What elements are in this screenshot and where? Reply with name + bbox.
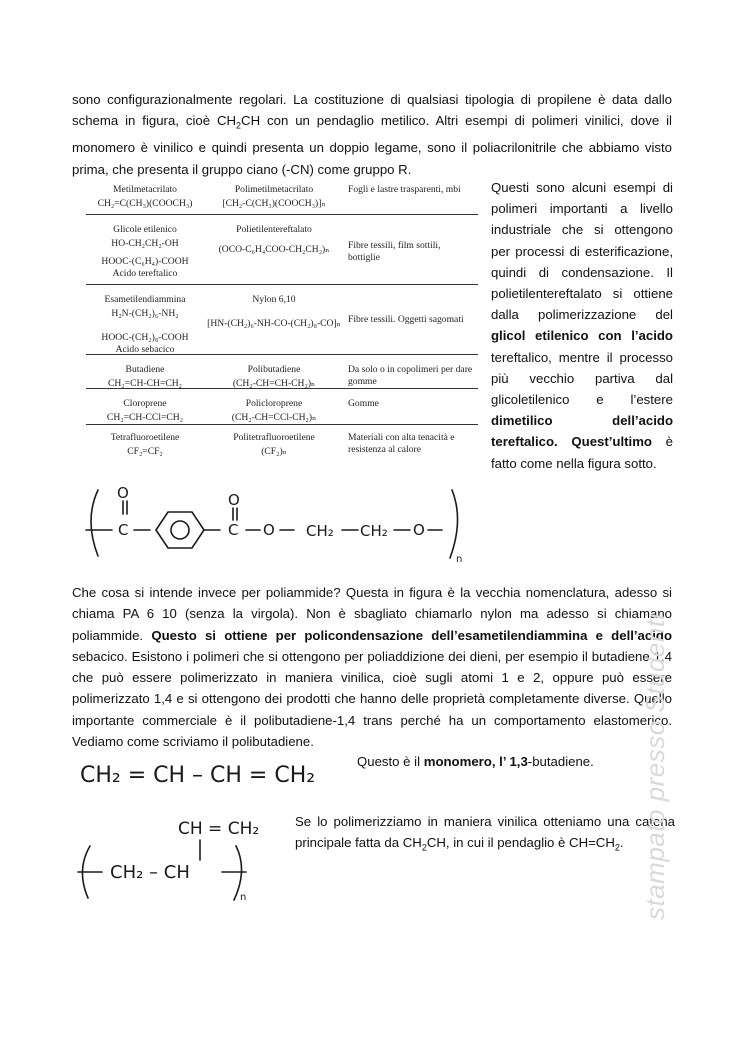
pet-oxygen-2: O	[228, 491, 240, 509]
table-cell-use: Fogli e lastre trasparenti, mbi	[348, 184, 461, 195]
vinyl_note-run: 2	[614, 842, 620, 853]
table-cell-polymer: Polimetilmetacrilato	[234, 184, 314, 195]
table-cell-use: Fibre tessili, film sottili, bottiglie	[348, 240, 441, 263]
table-cell-polymer: Policloroprene	[245, 398, 303, 409]
table-cell-use: Fibre tessili. Oggetti sagomati	[348, 314, 464, 325]
pet-oxygen-3: O	[263, 521, 275, 539]
vinyl_note-run: .	[619, 835, 624, 850]
side_text-run: Questi sono alcuni esempi di polimeri importanti a livello industriale che si ottengono per processi di esterificazione, quindi di condensazione. Il polietilentereftalato si ottiene dalla polimerizzazione del	[491, 180, 673, 323]
table-cell-polymer: Polietilentereftalato	[236, 224, 312, 235]
table-cell-monomer2-name: Acido sebacico	[115, 344, 175, 355]
paragraph2-run: sebacico. Esistono i polimeri che si ottengono per poliaddizione dei dieni, per esempio il butadiene 1,4 che può essere polimerizzato in maniera vinilica, cioè sugli atomi 1 e 2, oppure può essere polimerizzato 1,4 e si ottengono dei prodotti che hanno delle proprietà completamente diverse. Quello importante commerciale è il polibutadiene-1,4 trans perché ha un comportamento elastomerico. Vediamo come scriviamo il polibutadiene.	[72, 648, 672, 750]
table-cell-monomer: Metilmetacrilato	[113, 184, 177, 195]
vinyl_note-run: CH, in cui il pendaglio è CH=CH	[426, 835, 615, 850]
butadiene-formula	[80, 752, 340, 796]
table-cell-polymer: Nylon 6,10	[252, 294, 296, 305]
vinyl-subscript-n: n	[240, 892, 247, 903]
table-cell-monomer-formula: CH₂=CH-CH=CH₂	[107, 378, 182, 389]
table-cell-use: Gomme	[348, 398, 379, 409]
pet-ch2-2: CH₂	[360, 522, 388, 540]
table-cell-monomer-formula: CH₂=C(CH₃)(COOCH₃)	[97, 198, 193, 209]
side_text-run: glicol etilenico con l’acido	[491, 328, 673, 344]
paragraph-1	[72, 89, 672, 180]
monomer_note-run: Questo è il	[357, 754, 424, 769]
table-cell-polymer: Politetrafluoroetilene	[233, 432, 315, 443]
watermark: stampato presso Studenti	[640, 613, 670, 920]
vinyl-note	[295, 811, 675, 859]
table-cell-monomer-formula: CH₂=CH-CCl=CH₂	[106, 412, 184, 423]
monomer_note-run: monomero, l’ 1,3	[423, 754, 528, 769]
paragraph2-run: Che cosa si intende invece per poliammide? Questa in figura è la vecchia nomenclatura, adesso si chiama PA 6 10 (senza la virgola). Non è sbagliato chiamarlo nylon ma adesso si chiamano poliammide.	[72, 585, 672, 643]
table-divider	[86, 284, 478, 285]
side-paragraph	[491, 177, 673, 474]
paragraph1-run: 2	[236, 120, 242, 131]
side_text-run: è fatto come nella figura sotto.	[491, 434, 674, 471]
pet-formula	[80, 478, 480, 568]
table-cell-polymer-formula: [CH₂-C(CH₃)(COOCH₃)]ₙ	[222, 198, 326, 209]
table-cell-monomer2-name: Acido tereftalico	[112, 268, 178, 279]
table-cell-use: Da solo o in copolimeri per dare gomme	[348, 364, 473, 387]
polymer-table	[86, 178, 478, 468]
table-cell-monomer: Butadiene	[125, 364, 165, 375]
table-cell-monomer: Cloroprene	[123, 398, 167, 409]
table-cell-use: Materiali con alta tenacità e resistenza al calore	[348, 432, 455, 455]
side_text-run: tereftalico, mentre il processo più vecchio partiva dal glicoletilenico e l’estere	[491, 349, 673, 408]
butadiene-formula-text: CH₂ = CH – CH = CH₂	[80, 763, 316, 788]
paragraph1-run: CH con un pendaglio metilico. Altri esempi di polimeri vinilici, dove il monomero è vinilico e quindi presenta un doppio legame, sono il poliacrilonitrile che abbiamo visto prima, che presenta il gruppo ciano (-CN) come gruppo R.	[72, 113, 672, 177]
table-cell-polymer-formula: (CH₂-CH=CH-CH₂)ₙ	[232, 378, 316, 389]
table-cell-monomer: Tetrafluoroetilene	[110, 432, 180, 443]
pet-oxygen-4: O	[413, 521, 425, 539]
table-cell-polymer: Polibutadiene	[247, 364, 301, 375]
vinyl_note-run: 2	[421, 842, 427, 853]
monomer-note	[357, 751, 677, 772]
side_text-run: dimetilico dell’acido tereftalico. Quest’ultimo	[491, 413, 673, 450]
vinyl-polybutadiene-formula	[76, 812, 276, 904]
pet-subscript-n: n	[456, 554, 463, 565]
table-cell-monomer-formula: HO-CH₂CH₂-OH	[111, 238, 179, 249]
paragraph1-run: sono configurazionalmente regolari. La costituzione di qualsiasi tipologia di propilene è data dallo schema in figura, cioè CH	[72, 92, 672, 129]
vinyl-pendant-text: CH = CH₂	[178, 819, 260, 839]
table-cell-monomer-formula: CF₂=CF₂	[127, 446, 163, 457]
vinyl-chain-text: CH₂ – CH	[110, 862, 190, 883]
table-cell-monomer2: HOOC-(C₆H₄)-COOH	[101, 256, 189, 267]
paragraph-2	[72, 582, 672, 752]
table-cell-monomer: Glicole etilenico	[113, 224, 177, 235]
paragraph2-run: Questo si ottiene per policondensazione dell’esametilendiammina e dell’acido	[151, 627, 673, 643]
pet-carbon-2: C	[228, 521, 239, 539]
table-cell-monomer: Esametilendiammina	[104, 294, 186, 305]
vinyl_note-run: Se lo polimerizziamo in maniera vinilica otteniamo una catena principale fatta da CH	[295, 814, 675, 850]
table-cell-polymer-formula: (OCO-C₆H₄COO-CH₂CH₂)ₙ	[218, 244, 330, 255]
table-cell-polymer-formula: (CH₂-CH=CCl-CH₂)ₙ	[231, 412, 317, 423]
table-cell-monomer-formula: H₂N-(CH₂)₆-NH₂	[111, 308, 179, 319]
monomer_note-run: -butadiene.	[527, 754, 594, 769]
table-cell-polymer-formula: (CF₂)ₙ	[261, 446, 287, 457]
table-cell-monomer2: HOOC-(CH₂)₈-COOH	[101, 332, 189, 343]
pet-oxygen-1: O	[117, 484, 129, 502]
table-divider	[86, 214, 478, 215]
table-cell-polymer-formula: [HN-(CH₂)₆-NH-CO-(CH₂)₈-CO]ₙ	[207, 318, 341, 329]
pet-carbon-1: C	[118, 521, 129, 539]
table-divider	[86, 424, 478, 425]
pet-ch2-1: CH₂	[306, 522, 334, 540]
